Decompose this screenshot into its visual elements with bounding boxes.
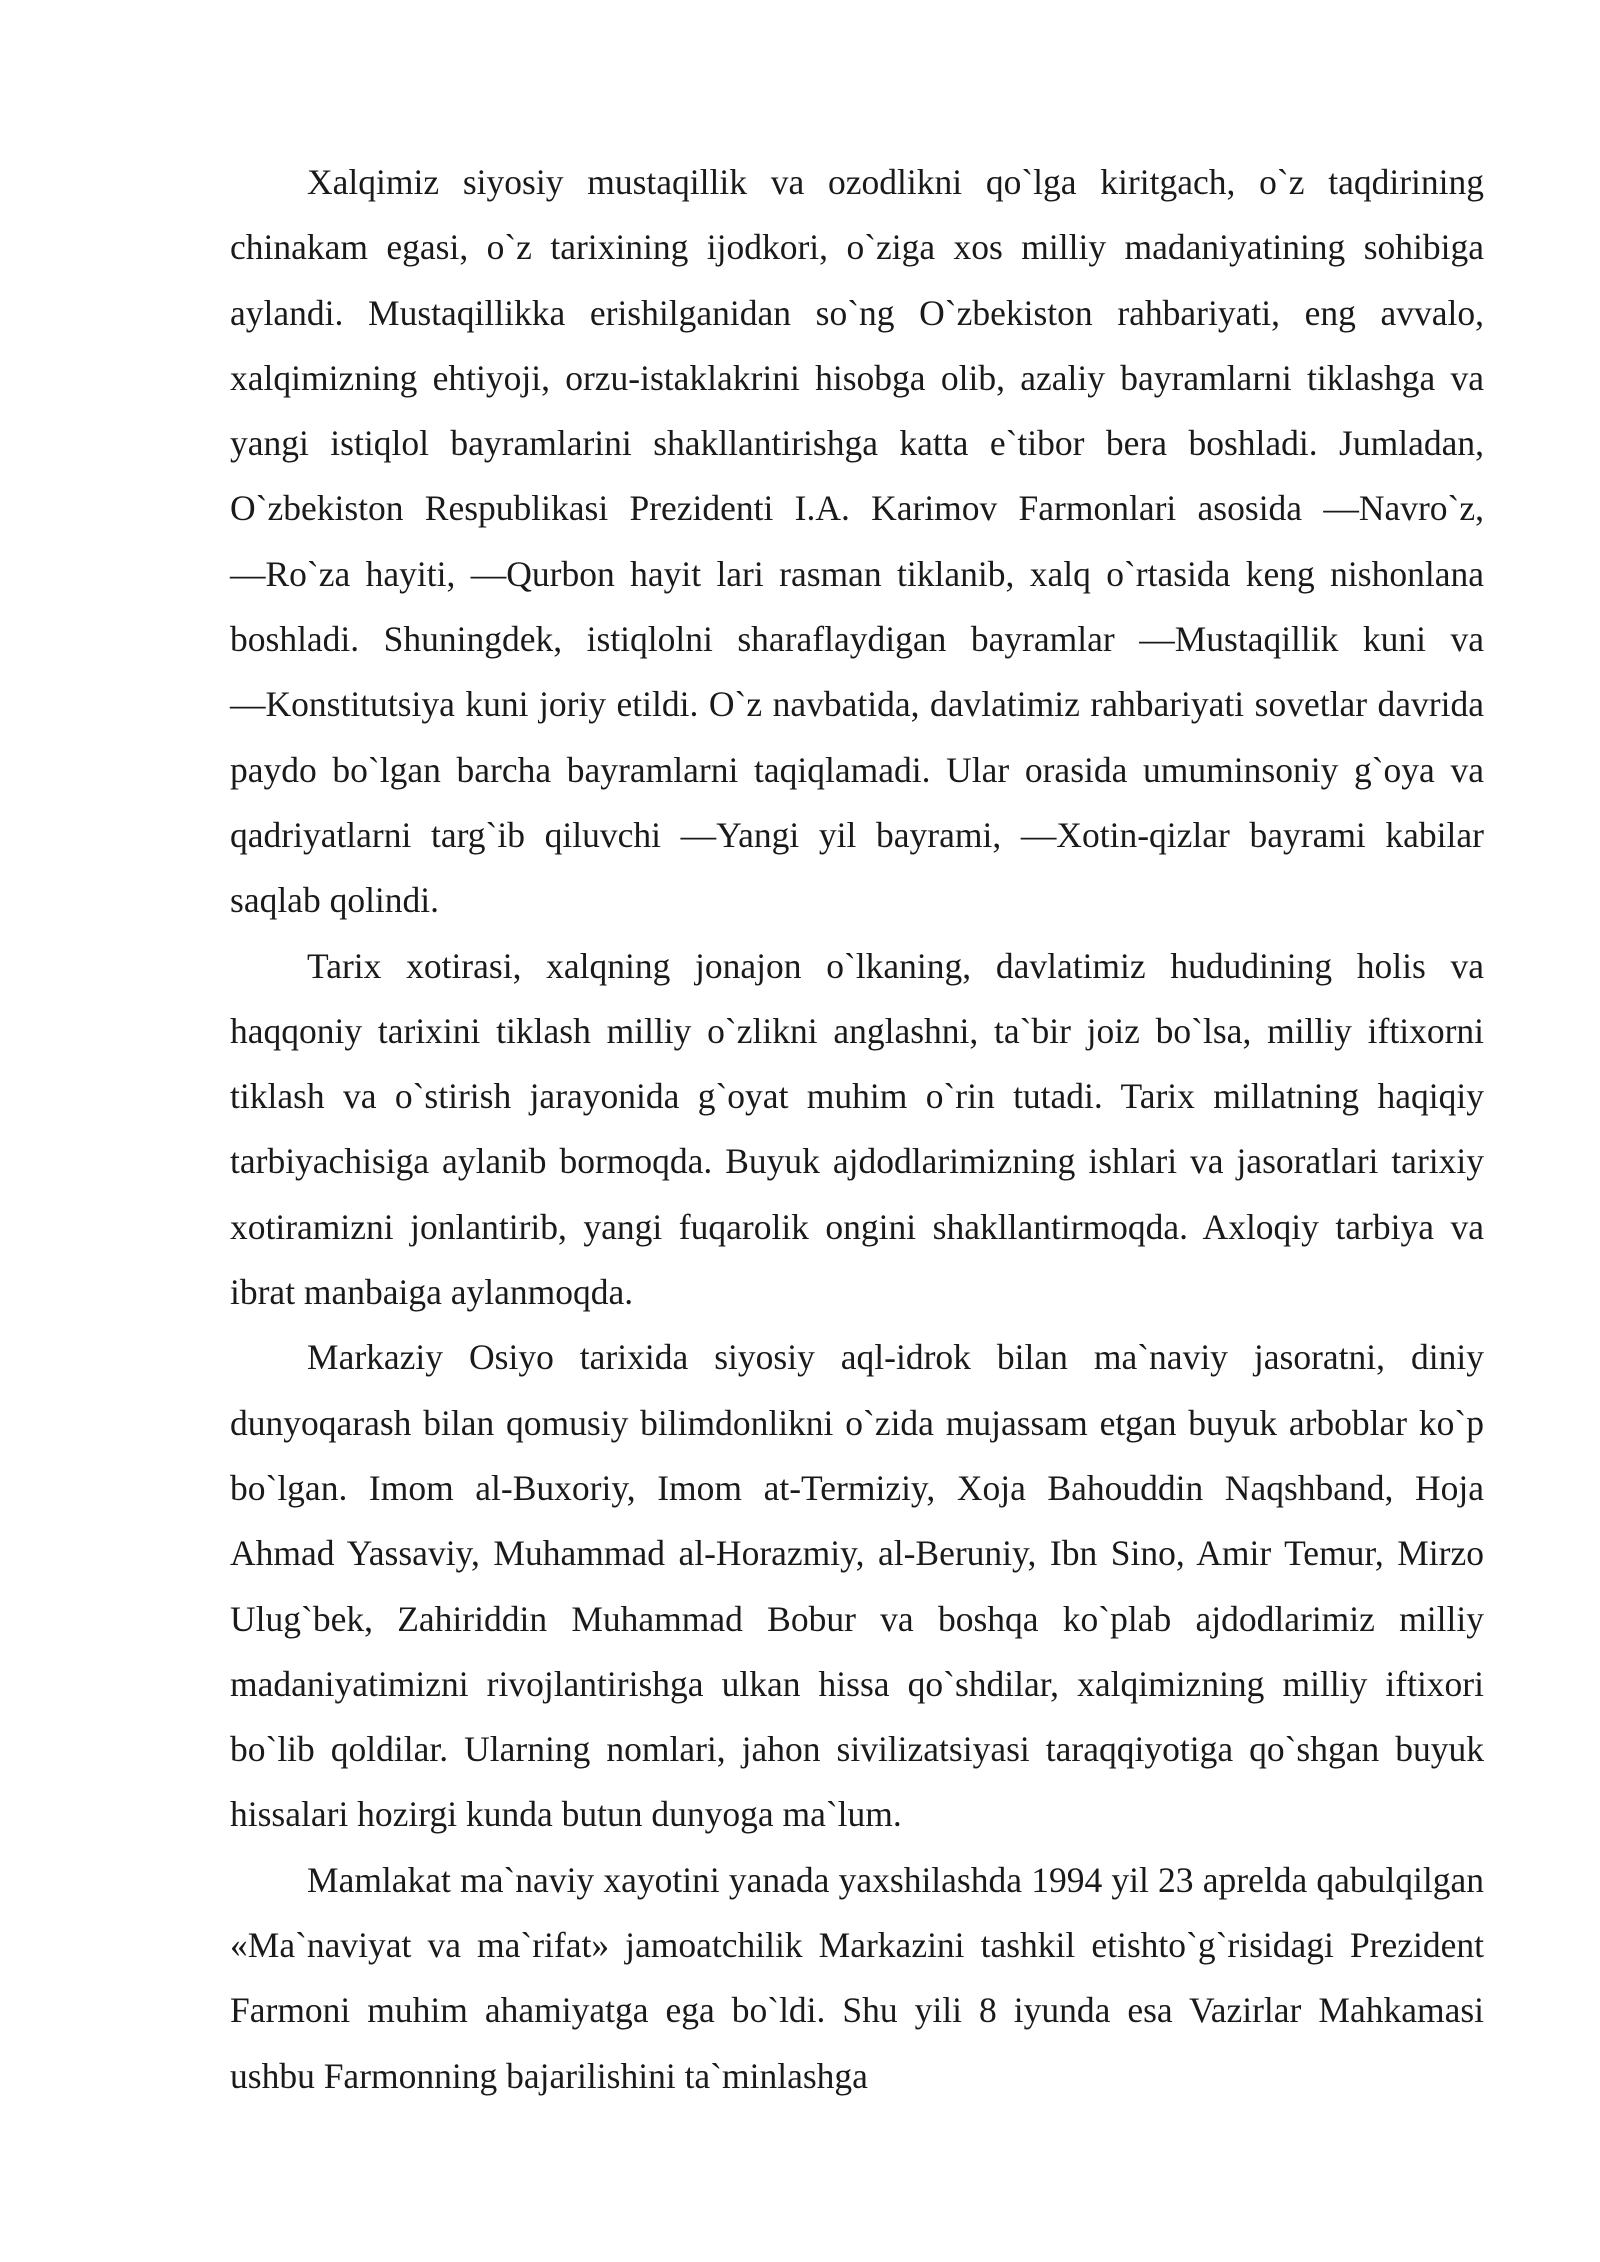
document-page	[230, 150, 1484, 2109]
paragraph-spirituality-center: Mamlakat ma`naviy xayotini yanada yaxshilashda 1994 yil 23 aprelda qabulqilgan «Ma`naviyat va ma`rifat» jamoatchilik Markazini tashkil etishto`g`risidagi Prezident Farmoni muhim ahamiyatga ega bo`ldi. Shu yili 8 iyunda esa Vazirlar Mahkamasi ushbu Farmonning bajarilishini ta`minlashga	[230, 1859, 1484, 2096]
paragraph-history-memory: Tarix xotirasi, xalqning jonajon o`lkaning, davlatimiz hududining holis va haqqoniy tarixini tiklash milliy o`zlikni anglashni, ta`bir joiz bo`lsa, milliy iftixorni tiklash va o`stirish jarayonida g`oyat muhim o`rin tutadi. Tarix millatning haqiqiy tarbiyachisiga aylanib bormoqda. Buyuk ajdodlarimizning ishlari va jasoratlari tarixiy xotiramizni jonlantirib, yangi fuqarolik ongini shakllantirmoqda. Axloqiy tarbiya va ibrat manbaiga aylanmoqda.	[230, 945, 1484, 1313]
paragraph-holidays: Xalqimiz siyosiy mustaqillik va ozodlikni qo`lga kiritgach, o`z taqdirining chinakam egasi, o`z tarixining ijodkori, o`ziga xos milliy madaniyatining sohibiga aylandi. Mustaqillikka erishilganidan so`ng O`zbekiston rahbariyati, eng avvalo, xalqimizning ehtiyoji, orzu-istaklakrini hisobga olib, azaliy bayramlarni tiklashga va yangi istiqlol bayramlarini shakllantirishga katta e`tibor bera boshladi. Jumladan, O`zbekiston Respublikasi Prezidenti I.A. Karimov Farmonlari asosida ―Navro`z, ―Ro`za hayiti, ―Qurbon hayit lari rasman tiklanib, xalq o`rtasida keng nishonlana boshladi. Shuningdek, istiqlolni sharaflaydigan bayramlar ―Mustaqillik kuni va ―Konstitutsiya kuni joriy etildi. O`z navbatida, davlatimiz rahbariyati sovetlar davrida paydo bo`lgan barcha bayramlarni taqiqlamadi. Ular orasida umuminsoniy g`oya va qadriyatlarni targ`ib qiluvchi ―Yangi yil bayrami, ―Xotin-qizlar bayrami kabilar saqlab qolindi.	[230, 162, 1484, 921]
paragraph-great-ancestors: Markaziy Osiyo tarixida siyosiy aql-idrok bilan ma`naviy jasoratni, diniy dunyoqarash bilan qomusiy bilimdonlikni o`zida mujassam etgan buyuk arboblar ko`p bo`lgan. Imom al-Buxoriy, Imom at-Termiziy, Xoja Bahouddin Naqshband, Hoja Ahmad Yassaviy, Muhammad al-Horazmiy, al-Beruniy, Ibn Sino, Amir Temur, Mirzo Ulug`bek, Zahiriddin Muhammad Bobur va boshqa ko`plab ajdodlarimiz milliy madaniyatimizni rivojlantirishga ulkan hissa qo`shdilar, xalqimizning milliy iftixori bo`lib qoldilar. Ularning nomlari, jahon sivilizatsiyasi taraqqiyotiga qo`shgan buyuk hissalari hozirgi kunda butun dunyoga ma`lum.	[230, 1337, 1484, 1835]
